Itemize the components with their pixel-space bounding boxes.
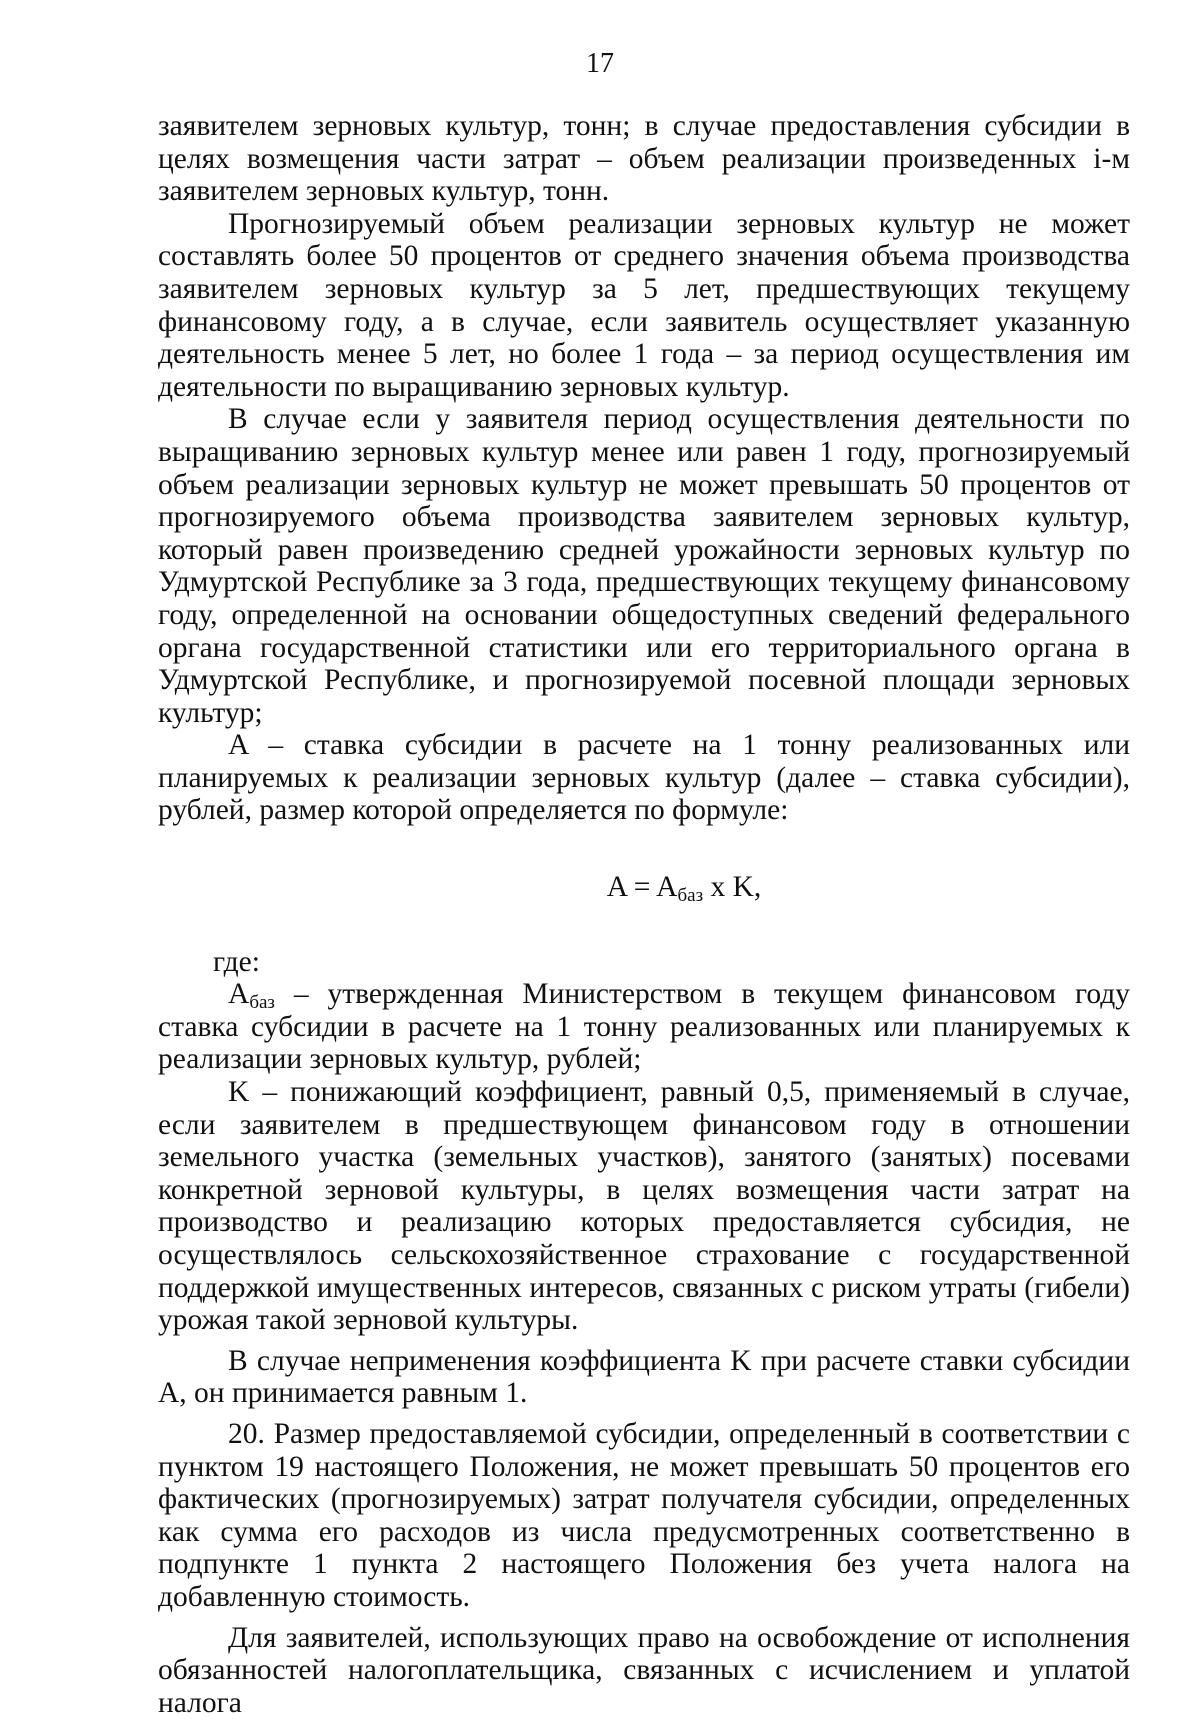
a-baz-text: – утвержденная Министерством в текущем финансовом году ставка субсидии в расчете на 1 тонну реализованных или планируемых к реализации зерновых культур, рублей; <box>158 978 1130 1076</box>
a-baz-symbol: A <box>228 978 250 1011</box>
paragraph-item-20: 20. Размер предоставляемой субсидии, определенный в соответствии с пунктом 19 настоящего Положения, не может превышать 50 процентов его фактических (прогнозируемых) затрат получателя субсидии, определенных как сумма его расходов из числа предусмотренных соответственно в подпункте 1 пункта 2 настоящего Положения без учета налога на добавленную стоимость. <box>158 1417 1130 1613</box>
paragraph-a-baz-definition <box>158 978 1130 1076</box>
formula-subscript: баз <box>677 885 704 907</box>
formula <box>158 871 1130 907</box>
page-number: 17 <box>586 48 614 79</box>
paragraph-forecast-volume: Прогнозируемый объем реализации зерновых культур не может составлять более 50 процентов от среднего значения объема производства заявителем зерновых культур за 5 лет, предшествующих текущему финансовому году, а в случае, если заявитель осуществляет указанную деятельность менее 5 лет, но более 1 года – за период осуществления им деятельности по выращиванию зерновых культур. <box>158 207 1130 403</box>
paragraph-k-coefficient: K – понижающий коэффициент, равный 0,5, применяемый в случае, если заявителем в предшествующем финансовом году в отношении земельного участка (земельных участков), занятого (занятых) посевами конкретной зерновой культуры, в целях возмещения части затрат на производство и реализацию которых предоставляется субсидия, не осуществлялось сельскохозяйственное страхование с государственной поддержкой имущественных интересов, связанных с риском утраты (гибели) урожая такой зерновой культуры. <box>158 1076 1130 1337</box>
document-body <box>158 110 1130 1719</box>
paragraph-continuation: заявителем зерновых культур, тонн; в случае предоставления субсидии в целях возмещения части затрат – объем реализации произведенных i-м заявителем зерновых культур, тонн. <box>158 110 1130 208</box>
paragraph-subsidy-rate: A – ставка субсидии в расчете на 1 тонну реализованных или планируемых к реализации зерновых культур (далее – ставка субсидии), рублей, размер которой определяется по формуле: <box>158 729 1130 827</box>
a-baz-subscript: баз <box>249 992 275 1014</box>
formula-lhs: A = A <box>606 871 678 904</box>
paragraph-one-year-case: В случае если у заявителя период осуществления деятельности по выращиванию зерновых культур менее или равен 1 году, прогнозируемый объем реализации зерновых культур не может превышать 50 процентов от прогнозируемого объема производства заявителем зерновых культур, который равен произведению средней урожайности зерновых культур по Удмуртской Республике за 3 года, предшествующих текущему финансовому году, определенной на основании общедоступных сведений федерального органа государственной статистики или его территориального органа в Удмуртской Республике, и прогнозируемой посевной площади зерновых культур; <box>158 403 1130 729</box>
paragraph-k-default: В случае неприменения коэффициента K при расчете ставки субсидии A, он принимается равным 1. <box>158 1344 1130 1410</box>
where-label: где: <box>213 945 260 978</box>
paragraph-vat-exempt: Для заявителей, использующих право на освобождение от исполнения обязанностей налогоплательщика, связанных с исчислением и уплатой налога <box>158 1621 1130 1719</box>
formula-rhs: x K, <box>703 871 762 904</box>
